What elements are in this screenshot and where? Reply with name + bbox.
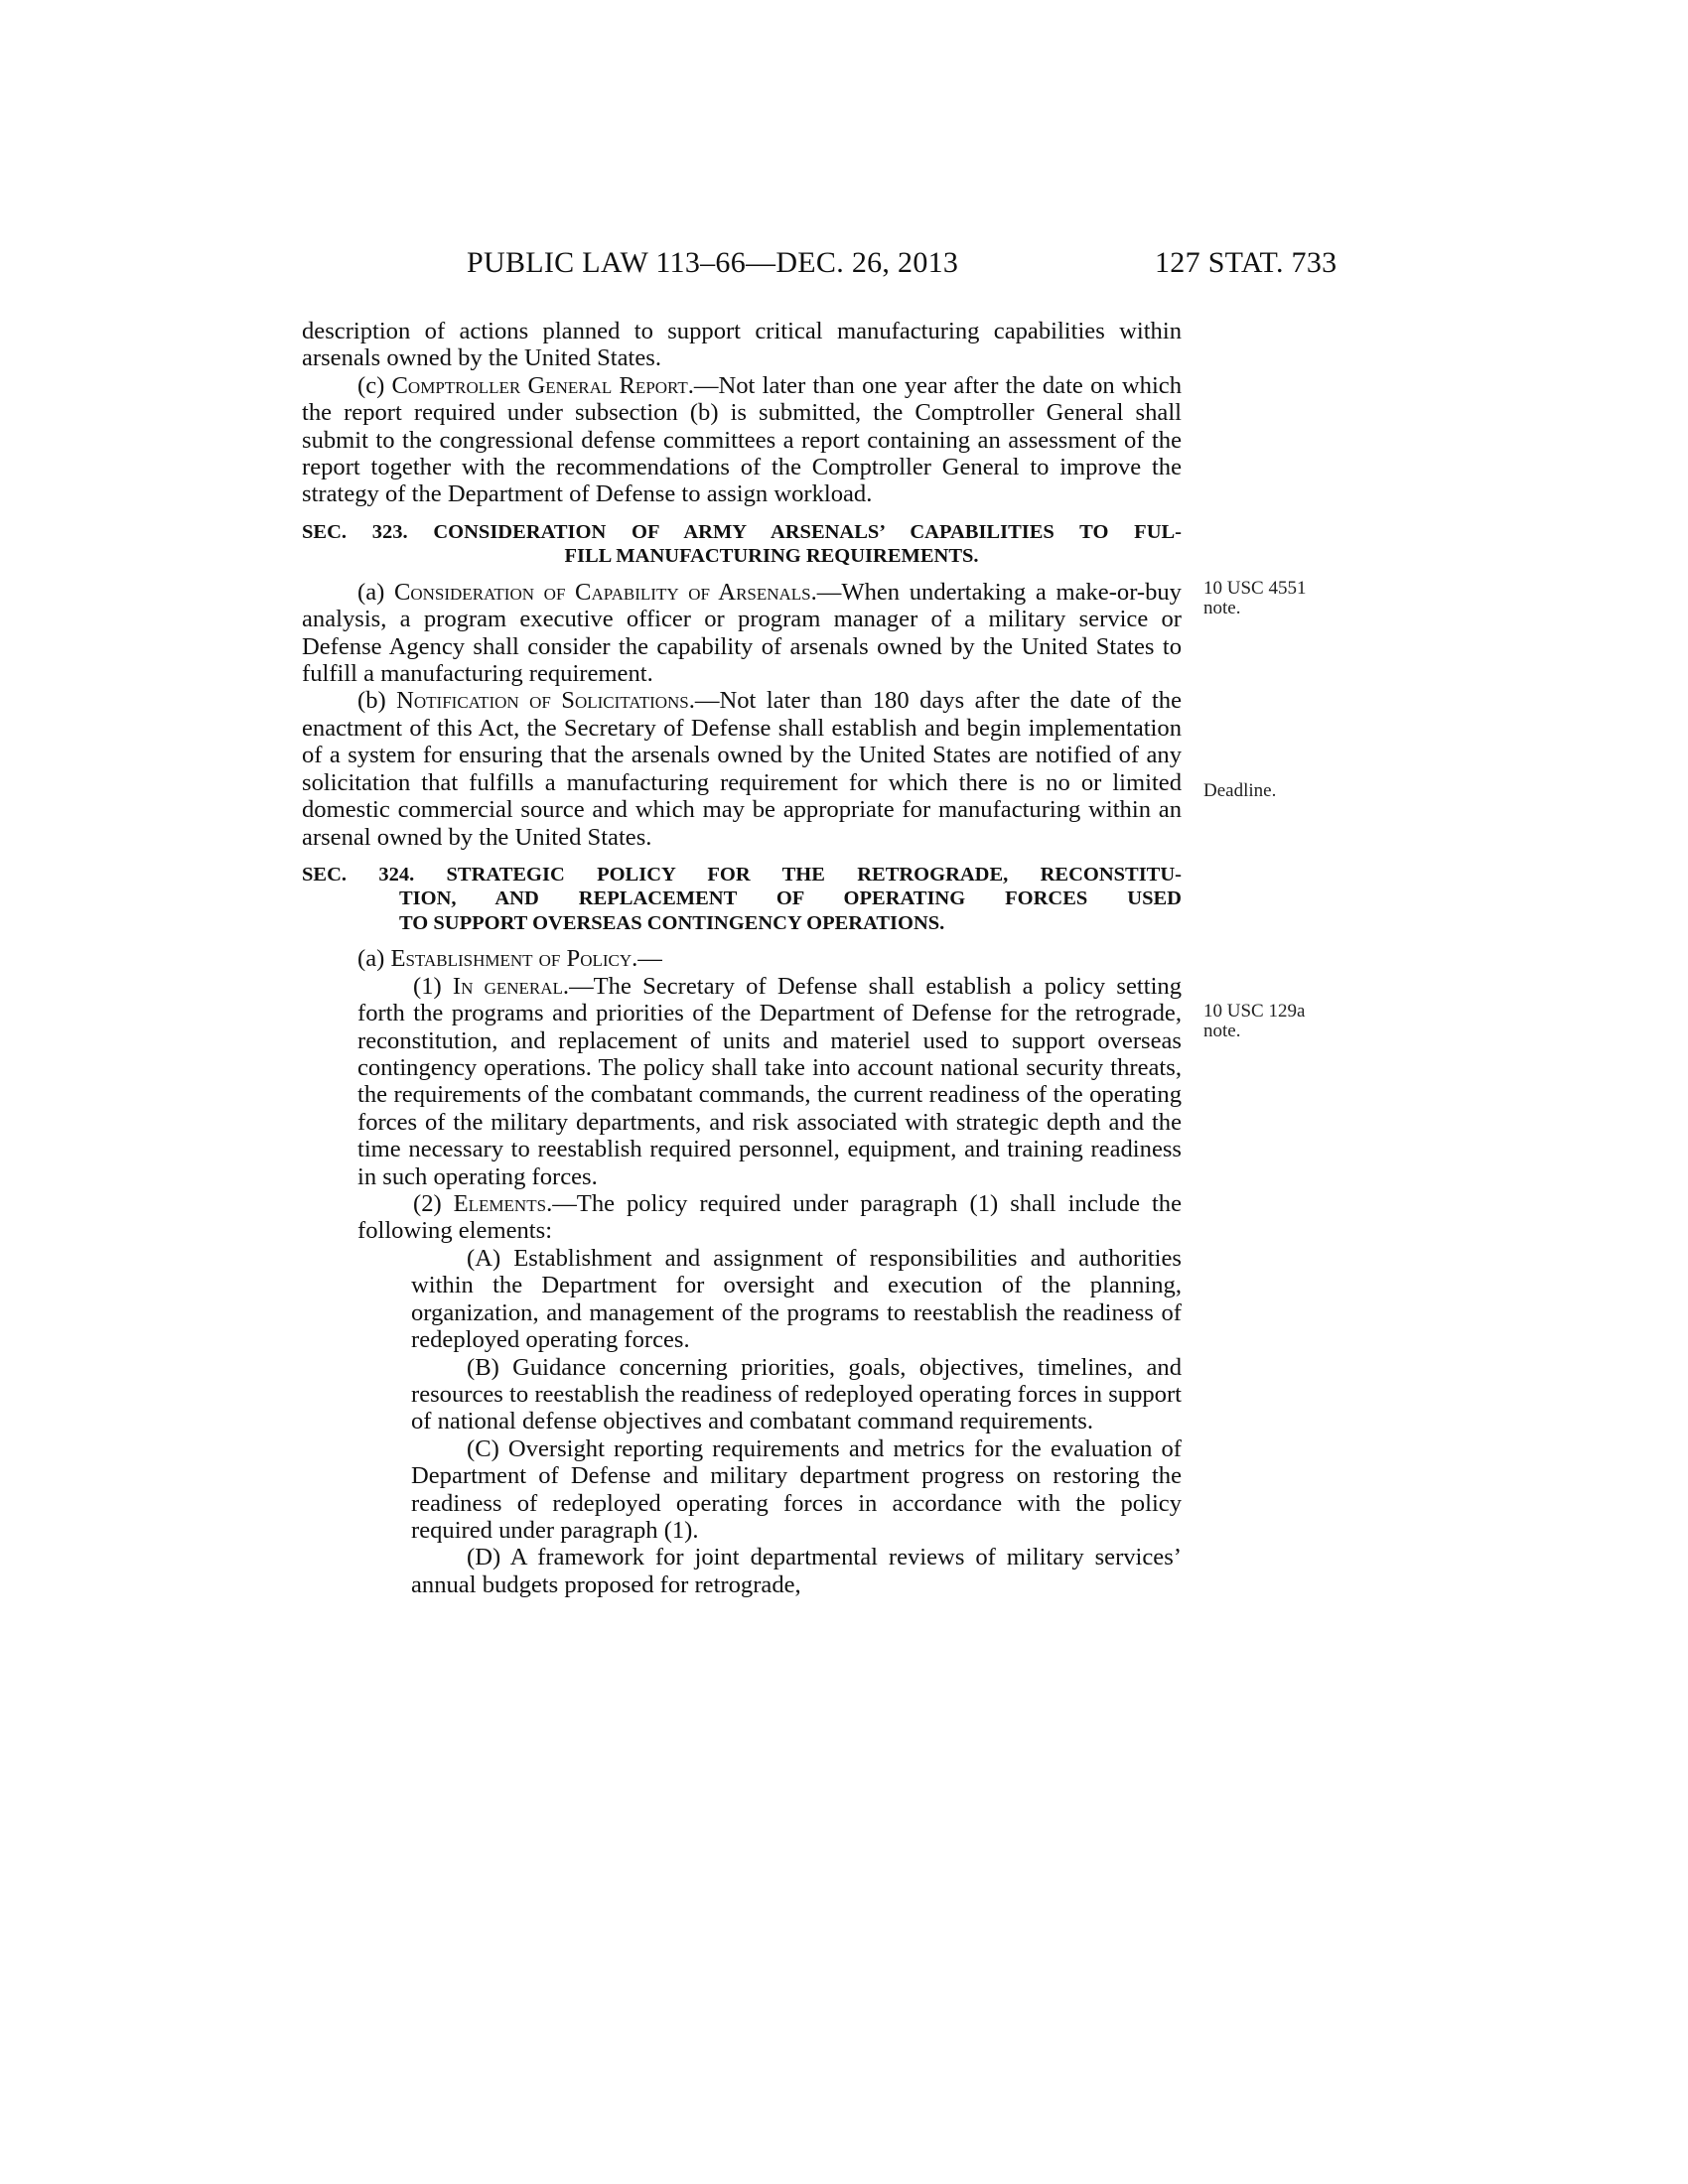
subsection-heading: Consideration of Capability of Arsenals	[393, 578, 811, 606]
law-title: PUBLIC LAW 113–66—DEC. 26, 2013	[467, 246, 959, 279]
section-heading-line: SEC. 323. CONSIDERATION OF ARMY ARSENALS’ CAPABILITIES TO FUL-	[302, 520, 1182, 543]
subsection-label: (b)	[357, 687, 397, 715]
subparagraph-b: (B) Guidance concerning priorities, goals, objectives, timelines, and resources to reestablish the readiness of redeployed operating forces in support of national defense objectives and combatant command requirements.	[411, 1353, 1182, 1435]
section-heading-line: FILL MANUFACTURING REQUIREMENTS.	[564, 545, 979, 568]
subsection-label: (c)	[357, 371, 392, 399]
margin-note-deadline: Deadline.	[1203, 780, 1277, 801]
subparagraph-a: (A) Establishment and assignment of responsibilities and authorities within the Department for oversight and execution of the planning, organization, and management of the programs to reestablish the readiness of redeployed operating forces.	[411, 1244, 1182, 1354]
subsection-text: .—When undertaking a make-or-buy analysis, a program executive officer or program manager of a military service or Defense Agency shall consider the capability of arsenals owned by the United States to fulfill a manufacturing requirement.	[302, 578, 1182, 688]
subsection-heading: Comptroller General Report	[391, 371, 688, 399]
subsection-label: (a)	[357, 945, 391, 973]
paragraph-heading: In general	[452, 972, 563, 1000]
subsection-heading: Establishment of Policy	[390, 945, 633, 973]
paragraph-label: (2)	[413, 1190, 454, 1218]
margin-note-line: 10 USC 129a	[1203, 1001, 1306, 1022]
margin-note-line: 10 USC 4551	[1203, 578, 1307, 599]
subsection-text: .—	[632, 945, 662, 973]
section-heading-line: TION, AND REPLACEMENT OF OPERATING FORCES USED	[399, 887, 1182, 910]
section-heading-line: TO SUPPORT OVERSEAS CONTINGENCY OPERATIONS.	[399, 911, 945, 934]
margin-note-citation	[1203, 579, 1306, 618]
subparagraph-c: (C) Oversight reporting requirements and metrics for the evaluation of Department of Defense and military department progress on restoring the readiness of redeployed operating forces in accordance with the policy required under paragraph (1).	[411, 1434, 1182, 1544]
paragraph-heading: Elements	[453, 1190, 547, 1218]
statute-page-number: 127 STAT. 733	[1155, 246, 1337, 279]
paragraph-text: .—The policy required under paragraph (1) shall include the following elements:	[357, 1190, 1182, 1245]
document-body	[302, 318, 1182, 1598]
margin-note-citation	[1203, 1002, 1305, 1041]
margin-note-line: note.	[1203, 598, 1241, 618]
subsection-label: (a)	[357, 578, 394, 606]
subsection-text: .—Not later than 180 days after the date of the enactment of this Act, the Secretary of Defense shall establish and begin implementation of a system for ensuring that the arsenals owned by the United States are notified of any solicitation that fulfills a manufacturing requirement for which there is no or limited domestic commercial source and which may be appropriate for manufacturing within an arsenal owned by the United States.	[302, 687, 1182, 851]
paragraph-label: (1)	[413, 972, 453, 1000]
subsection-heading: Notification of Solicitations	[396, 687, 689, 715]
page-header	[467, 246, 1370, 286]
margin-note-line: note.	[1203, 1021, 1241, 1041]
subparagraph-d: (D) A framework for joint departmental reviews of military services’ annual budgets proposed for retrograde,	[411, 1544, 1182, 1598]
subsection-a	[302, 945, 1182, 972]
subsection-c	[302, 372, 1182, 508]
paragraph-text: .—The Secretary of Defense shall establish a policy setting forth the programs and priorities of the Department of Defense for the retrograde, reconstitution, and replacement of units and materiel used to support overseas contingency operations. The policy shall take into account national security threats, the requirements of the combatant commands, the current readiness of the operating forces of the military departments, and risk associated with strategic depth and the time necessary to reestablish required personnel, equipment, and training readiness in such operating forces.	[357, 972, 1183, 1190]
subsection-b	[302, 687, 1182, 850]
section-heading-line: SEC. 324. STRATEGIC POLICY FOR THE RETROGRADE, RECONSTITU-	[302, 863, 1182, 886]
paragraph-1	[302, 973, 1182, 1190]
section-323-heading	[302, 520, 1182, 569]
subsection-a	[302, 579, 1182, 688]
paragraph-2	[302, 1190, 1182, 1245]
subsection-text: .—Not later than one year after the date on which the report required under subsection (b) is submitted, the Comptroller General shall submit to the congressional defense committees a report containing an assessment of the report together with the recommendations of the Comptroller General to improve the strategy of the Department of Defense to assign workload.	[302, 371, 1182, 508]
continued-paragraph: description of actions planned to support critical manufacturing capabilities within arsenals owned by the United States.	[302, 318, 1182, 372]
section-324-heading	[302, 863, 1182, 936]
